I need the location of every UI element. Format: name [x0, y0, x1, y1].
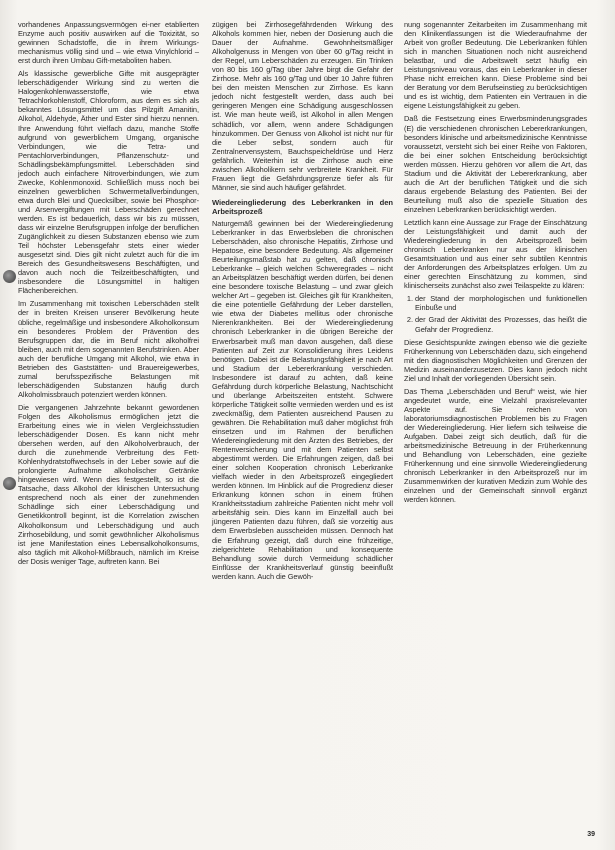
paragraph: vorhandenes Anpassungsvermögen ei-ner etablierten Enzyme auch positiv auswirken auf die Toxizität, so gewinnen Schadstoffe, die in ihrem Wirkungs-mechanismus völlig sind und – wie etwa Vinylchlorid – erst durch ihren Umbau Gift-metaboliten haben.	[18, 20, 199, 66]
paragraph: Diese Gesichtspunkte zwingen ebenso wie die gezielte Früherkennung von Leberschäden dazu, sich eingehend mit den diagnostischen Möglichkeiten und Grenzen der Medizin auseinanderzusetzen. Dies kann jedoch nicht Ziel und Inhalt der vorliegenden Übersicht sein.	[404, 337, 587, 383]
section-heading: Wiedereingliederung des Leberkranken in den Arbeitsprozeß	[212, 197, 393, 216]
text-column-middle	[212, 20, 393, 585]
paragraph: zügigen bei Zirrhosegefährdenden Wirkung des Alkohols kommen hier, neben der Dosierung auch die Dauer der Aufnahme. Gewohnheitsmäßiger Alkoholgenuss in Mengen von über 60 g/Tag reicht in der Regel, um Leberschäden zu erzeugen. Ein Trinken von 80 bis 160 g/Tag über Jahre birgt die Gefahr der Zirrhose. Mehr als 160 g/Tag und über 10 Jahre führen bei den meisten Menschen zur Zirrhose. Es kann jedoch nicht festgestellt werden, dass auch bei geringeren Mengen eine Schädigung ausgeschlossen ist. Wie man heute weiß, ist Alkohol in allen Mengen schädlich, vor allem, wenn andere Schädigungen hinzukommen. Der Genuss von Alkohol ist nicht nur für die Leber selbst, sondern auch für Zentralnervensystem, Bauchspeicheldrüse und Herz gefährlich. Weiterhin ist die Zirrhose auch eine zwischen Alkoholikern sehr verbreitete Krankheit. Für Frauen liegt die Gefährdungsgrenze tiefer als für Männer, sie sind auch häufiger gefährdet.	[212, 20, 393, 192]
paragraph: Naturgemäß gewinnen bei der Wiedereingliederung Leberkranker in das Erwerbsleben die chronischen Leberschäden, also chronische Hepatitis, Zirrhose und Hepatose, eine besondere Bedeutung. Als allgemeiner Beurteilungsmaßstab hat zu gelten, daß chronisch Leberkranke – gleich welchen Schweregrades – nicht an Arbeitsplätzen beschäftigt werden dürfen, bei denen eine besondere toxische Belastung – und zwar gleich welcher Art – gegeben ist. Gleiches gilt für Krankheiten, die eine potentielle Gefährdung der Leber darstellen, wie etwa der Diabetes mellitus oder chronische Nierenkrankheiten. Bei der Wiedereingliederung chronisch Leberkranker in die übrigen Bereiche der Erwerbsarbeit muß man davon ausgehen, daß diese Patienten auf Zeit zur Konsolidierung ihres Leidens benötigen. Dabei ist die Belastungsfähigkeit je nach Art und Stadium der Lebererkrankung verschieden. Insbesondere ist darauf zu achten, daß keine Gefährdung durch körperliche Belastung, Nachtschicht und überlange Arbeitszeiten entsteht. Schwere körperliche Tätigkeit sollte vermieden werden und es ist zweckmäßig, dem Patienten ausreichend Pausen zu gewähren. Die Rehabilitation muß daher möglichst früh einsetzen und im Rahmen der beruflichen Wiedereingliederung mit den Ärzten des Betriebes, der Rentenversicherung und mit dem Patienten selbst abgestimmt werden. Die Erfahrungen zeigen, daß bei einer solchen Kooperation chronisch Leberkranke vielfach wieder in den Arbeitsprozeß eingegliedert werden können. Im Hinblick auf die Progredienz dieser Erkrankung können schon in einem frühen Krankheitsstadium zahlreiche Patienten nicht mehr voll arbeitsfähig sein. Dies kann im Einzelfall auch bei jüngeren Patienten dazu führen, daß sie vorzeitig aus dem Erwerbsleben ausscheiden müssen. Dennoch hat die Erfahrung gezeigt, daß durch eine frühzeitige, zielgerichtete Rehabilitation und konsequente Behandlung sowie durch Vermeidung schädlicher Einflüsse der Krankheitsverlauf günstig beeinflußt werden kann. Auch die Gewöh-	[212, 218, 393, 581]
list-item: 2. der Grad der Aktivität des Prozesses, das heißt die Gefahr der Progredienz.	[415, 315, 587, 333]
paragraph: Das Thema „Leberschäden und Beruf“ weist, wie hier angedeutet wurde, eine Vielzahl praxisrelevanter Aspekte auf. Sie reichen von laboratoriumsdiagnostischen Problemen bis zu Fragen der Wiedereingliederung. Hier liefern sich teilweise die Aufgaben. Dabei zeigt sich deutlich, daß für die arbeitsmedizinische Betreuung in der Früherkennung und Behandlung von Leberschäden, eine gezielte Früherkennung und eine sinnvolle Wiedereingliederung chronisch Leberkranker in den Arbeitsprozeß nur im Zusammenwirken der kurativen Medizin zum Wohle des einzelnen und der Gemeinschaft sinnvoll ergänzt werden können.	[404, 386, 587, 505]
punch-hole-icon	[3, 477, 16, 490]
paragraph: Letztlich kann eine Aussage zur Frage der Einschätzung der Leistungsfähigkeit und damit auch der Wiedereingliederung in den Arbeitsprozeß beim chronisch Leberkranken nur aus der klinischen Gesamtsituation und aus einer sehr subtilen Kenntnis der Anforderungen des Arbeitsplatzes erfolgen. Um zu einer gerechten Einschätzung zu kommen, sind klinischerseits zunächst also zwei Teilaspekte zu klären:	[404, 217, 587, 291]
paragraph: Im Zusammenhang mit toxischen Leberschäden stellt der in breiten Kreisen unserer Bevölkerung heute übliche, regelmäßige und insbesondere Alkoholkonsum ein besonderes Problem der Prävention des Berufsgruppen dar, die im Beruf nicht alkoholfrei bleiben, auch mit dem sogenannten Berufstrinken. Aber auch der berufliche Umgang mit Alkohol, wie etwa in Betrieben des Gaststätten- und Brauereigewerbes, zumal berufsspezifische Belastungen mit leberschädigenden Substanzen häufig durch Alkoholmissbrauch potenziert werden können.	[18, 299, 199, 399]
text-column-right	[404, 20, 587, 508]
text-column-left	[18, 20, 199, 570]
paragraph: Die vergangenen Jahrzehnte bekannt gewordenen Folgen des Alkoholismus ermöglichen jetzt die Erarbeitung eines wie in vielen Vergleichsstudien leberschädigender Dosen. Es kann nicht mehr übersehen werden, auf den Alkoholverbrauch, der durch die zunehmende Verbreitung des Fett-Kohlenhydratstoffwechsels in der Leber sowie auf die prolongierte Aufnahme alkoholischer Getränke hingewiesen wird. Wenn dies festgestellt, so ist die Tatsache, dass Alkohol der klinischen Untersuchung entsprechend noch als einer der zunehmenden Schädlinge sich einer Leberschädigung und Genetikkontroll beginnt, ist die Korrelation zwischen Alkoholkonsum und Leberschädigung und auch Zirrhosebildung, und somit gewöhnlicher Alkoholismus ist jene Manifestation eines Lebensalkoholkonsums, also täglich mit Alkohol-Mißbrauch, nämlich im Kreise der Dosis weniger Tage, auftreten kann. Bei	[18, 402, 199, 566]
numbered-list	[404, 294, 587, 333]
list-item: 1. der Stand der morphologischen und funktionellen Einbuße und	[415, 294, 587, 312]
paragraph: nung sogenannter Zeitarbeiten im Zusammenhang mit den Klinikentlassungen ist die Wiederaufnahme der Arbeit von großer Bedeutung. Die Leberkranken fühlen sich in manchen Situationen noch nicht ausreichend belastbar, und die Arbeitswelt setzt häufig ein Leistungsniveau voraus, das ein Leberkranker in dieser Phase nicht erreichen kann. Diese Probleme sind bei der Beratung vor dem Berufseinstieg zu berücksichtigen und es ist wichtig, dem Patienten ein Vertrauen in die eigene Leistungsfähigkeit zu geben.	[404, 20, 587, 111]
punch-hole-icon	[3, 270, 16, 283]
paragraph: Daß die Festsetzung eines Erwerbsminderungsgrades (E) die verschiedenen chronischen Lebererkrankungen, besonders klinische und arbeitsmedizinische Kenntnisse voraussetzt, versteht sich bei einer Reihe von Faktoren, die bei einer solchen Entscheidung berücksichtigt werden müssen. Hierzu gehören vor allem die Art, das Stadium und die Aktivität der Lebererkrankung, aber auch die Art der beruflichen Tätigkeit und die sich daraus ergebende Belastung des Patienten. Bei der Beurteilung muß also die spezielle Situation des einzelnen Leberkranken berücksichtigt werden.	[404, 114, 587, 214]
page-number: 39	[587, 831, 595, 838]
paragraph: Als klassische gewerbliche Gifte mit ausgeprägter leberschädigender Wirkung sind zu werten die Halogenkohlenwasserstoffe, wie etwa Tetrachlorkohlenstoff, Chloroform, aus dem es sich als bekanntes Lösungsmittel um das Pilzgift Amanitin, Alkohol, Aldehyde, Äther und Ester sind hierzu nennen. Ihre Anwendung führt vielfach dazu, manche Stoffe aufgrund von gewerblichem Umgang, organische Verbindungen, wie die Tetra- und Pentachlorverbindungen, Pflanzenschutz- und Schädlingsbekämpfungsmittel. Leberschäden sind jedoch auch einfachere Nitroverbindungen, wie zum Zwecke, Kohlenmonoxid. Schließlich muss noch bei einzelnen gewerblichen Schwermetallverbindungen, etwa durch Blei und Quecksilber, sowie bei Phosphor- und Arsenvergiftungen mit Leberschäden gerechnet werden. Es ist bedauerlich, dass wir bis zu müssen, dass wir einzelne Berufsgruppen infolge der beruflichen Zugänglichkeit zu diesen Substanzen ebenso wie zum Teil höchster Lebensgefahr stets einer wieder ausgesetzt sind. Dies gilt nicht zuletzt auch für die im Bereich des Gesundheitswesens Beschäftigten, und davon auch noch die Teilzeitbeschäftigten, und insbesondere die Lösungsmittel in haltigen Flächenbereichen.	[18, 69, 199, 296]
